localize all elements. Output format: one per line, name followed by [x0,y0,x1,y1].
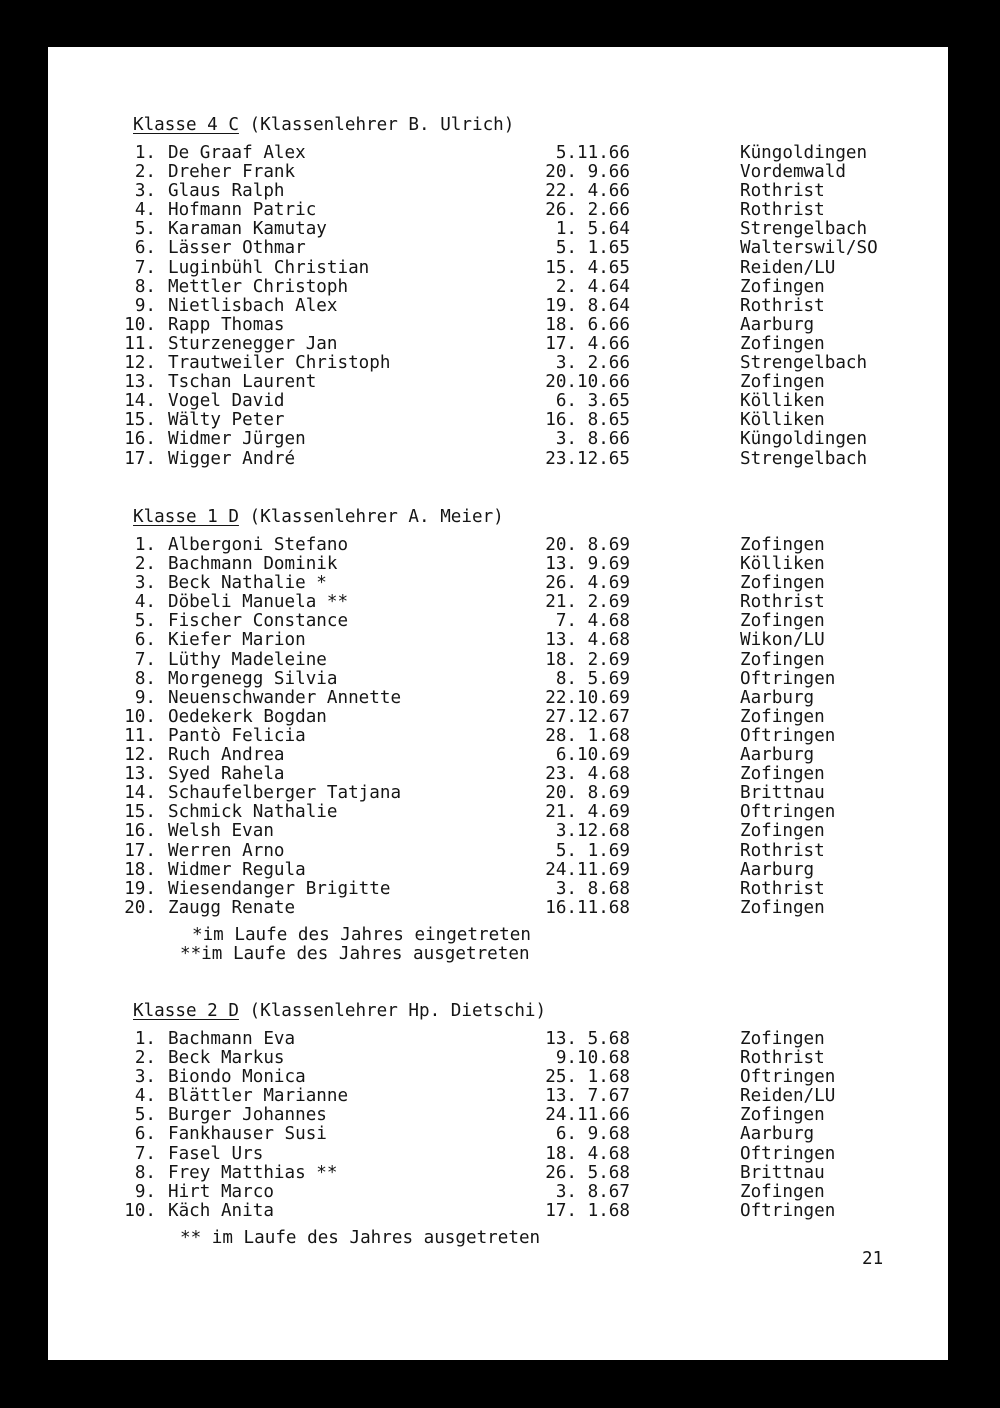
student-residence: Oftringen [740,668,836,689]
class-heading [133,115,514,135]
student-residence: Aarburg [740,859,815,880]
student-number: 9. [134,295,156,316]
student-birthdate: 3. 8.68 [555,878,630,899]
student-residence: Zofingen [740,611,825,632]
student-name: Oedekerk Bogdan [168,706,327,727]
student-number: 20. [124,897,156,918]
student-number: 13. [124,372,156,393]
student-name: Vogel David [168,391,285,412]
student-number: 4. [134,592,156,613]
student-name: Döbeli Manuela ** [168,592,349,613]
student-number: 7. [134,257,156,278]
student-number: 8. [134,276,156,297]
student-residence: Zofingen [740,535,825,555]
student-birthdate: 3. 8.66 [555,429,630,450]
student-birthdate: 8. 5.69 [555,668,630,689]
student-residence: Zofingen [740,764,825,785]
student-name: Blättler Marianne [168,1086,349,1107]
student-row [48,842,948,861]
footnote-left: ** im Laufe des Jahres ausgetreten [180,1228,541,1248]
student-birthdate: 20.10.66 [545,372,630,393]
student-residence: Oftringen [740,1067,836,1088]
student-number: 4. [134,1086,156,1107]
student-name: Hofmann Patric [168,200,317,221]
student-birthdate: 20. 8.69 [545,783,630,804]
student-name: Schmick Nathalie [168,802,338,823]
student-residence: Aarburg [740,314,815,335]
student-birthdate: 13. 4.68 [545,630,630,651]
class-label: Klasse 4 C [133,115,239,135]
student-residence: Zofingen [740,706,825,727]
student-row [48,1183,948,1202]
student-row [48,1030,948,1049]
student-number: 6. [134,1124,156,1145]
student-residence: Strengelbach [740,448,868,469]
student-birthdate: 3. 8.67 [555,1181,630,1202]
student-name: Beck Markus [168,1048,285,1069]
student-birthdate: 26. 5.68 [545,1162,630,1183]
student-residence: Reiden/LU [740,257,836,278]
student-residence: Wikon/LU [740,630,825,651]
student-name: Werren Arno [168,840,285,861]
student-number: 11. [124,725,156,746]
student-name: Wälty Peter [168,410,285,431]
student-residence: Aarburg [740,1124,815,1145]
student-name: Bachmann Eva [168,1029,296,1049]
student-name: Ruch Andrea [168,745,285,766]
student-row [48,1145,948,1164]
student-residence: Brittnau [740,1162,825,1183]
student-list [48,144,948,469]
student-number: 18. [124,859,156,880]
student-birthdate: 13. 5.68 [545,1029,630,1049]
student-residence: Rothrist [740,295,825,316]
student-number: 6. [134,238,156,259]
student-birthdate: 19. 8.64 [545,295,630,316]
student-birthdate: 22.10.69 [545,687,630,708]
student-birthdate: 26. 2.66 [545,200,630,221]
student-residence: Kölliken [740,410,825,431]
student-row [48,144,948,163]
student-number: 2. [134,554,156,575]
student-birthdate: 15. 4.65 [545,257,630,278]
student-birthdate: 13. 7.67 [545,1086,630,1107]
student-residence: Kölliken [740,554,825,575]
student-row [48,1068,948,1087]
class-teacher: (Klassenlehrer B. Ulrich) [249,115,515,135]
student-residence: Brittnau [740,783,825,804]
student-number: 10. [124,314,156,335]
student-name: Dreher Frank [168,162,296,183]
student-residence: Rothrist [740,878,825,899]
class-teacher: (Klassenlehrer Hp. Dietschi) [249,1001,547,1021]
class-label: Klasse 2 D [133,1001,239,1021]
student-birthdate: 9.10.68 [555,1048,630,1069]
student-residence: Oftringen [740,1200,836,1221]
student-residence: Zofingen [740,1029,825,1049]
student-name: Tschan Laurent [168,372,317,393]
student-number: 11. [124,333,156,354]
student-row [48,822,948,841]
student-birthdate: 20. 9.66 [545,162,630,183]
student-name: Burger Johannes [168,1105,327,1126]
student-birthdate: 5. 1.65 [555,238,630,259]
student-number: 3. [134,181,156,202]
student-residence: Küngoldingen [740,429,868,450]
student-number: 1. [134,1029,156,1049]
student-number: 5. [134,219,156,240]
student-birthdate: 5.11.66 [555,143,630,163]
student-number: 17. [124,448,156,469]
student-row [48,651,948,670]
student-birthdate: 28. 1.68 [545,725,630,746]
student-row [48,220,948,239]
student-name: Fankhauser Susi [168,1124,327,1145]
student-birthdate: 21. 4.69 [545,802,630,823]
student-name: Pantò Felicia [168,725,306,746]
student-birthdate: 2. 4.64 [555,276,630,297]
student-name: Hirt Marco [168,1181,274,1202]
student-row [48,430,948,449]
student-residence: Aarburg [740,745,815,766]
student-name: Albergoni Stefano [168,535,349,555]
student-number: 3. [134,1067,156,1088]
student-residence: Küngoldingen [740,143,868,163]
student-birthdate: 18. 4.68 [545,1143,630,1164]
student-row [48,689,948,708]
student-list [48,1030,948,1221]
student-row [48,163,948,182]
student-row [48,803,948,822]
student-birthdate: 17. 4.66 [545,333,630,354]
student-birthdate: 16. 8.65 [545,410,630,431]
student-residence: Oftringen [740,802,836,823]
student-row [48,861,948,880]
student-birthdate: 18. 2.69 [545,649,630,670]
student-row [48,746,948,765]
student-birthdate: 22. 4.66 [545,181,630,202]
student-row [48,411,948,430]
student-row [48,765,948,784]
student-name: Widmer Jürgen [168,429,306,450]
student-residence: Oftringen [740,725,836,746]
student-row [48,555,948,574]
student-name: Wiesendanger Brigitte [168,878,391,899]
class-heading [133,1001,546,1021]
student-birthdate: 6. 3.65 [555,391,630,412]
student-birthdate: 13. 9.69 [545,554,630,575]
student-row [48,1049,948,1068]
student-row [48,182,948,201]
student-name: Mettler Christoph [168,276,349,297]
student-name: Sturzenegger Jan [168,333,338,354]
student-name: Zaugg Renate [168,897,296,918]
student-name: Beck Nathalie * [168,573,327,594]
student-residence: Zofingen [740,649,825,670]
student-row [48,1087,948,1106]
student-number: 8. [134,1162,156,1183]
student-row [48,201,948,220]
student-row [48,727,948,746]
student-number: 14. [124,783,156,804]
class-teacher: (Klassenlehrer A. Meier) [249,507,504,527]
student-residence: Rothrist [740,592,825,613]
student-birthdate: 7. 4.68 [555,611,630,632]
student-number: 5. [134,611,156,632]
student-number: 16. [124,821,156,842]
student-residence: Rothrist [740,181,825,202]
student-residence: Kölliken [740,391,825,412]
student-name: Karaman Kamutay [168,219,327,240]
student-birthdate: 23. 4.68 [545,764,630,785]
student-number: 17. [124,840,156,861]
student-residence: Zofingen [740,1105,825,1126]
student-residence: Strengelbach [740,219,868,240]
student-number: 15. [124,410,156,431]
student-row [48,593,948,612]
student-name: Bachmann Dominik [168,554,338,575]
student-list [48,536,948,918]
student-number: 3. [134,573,156,594]
student-name: Widmer Regula [168,859,306,880]
student-birthdate: 23.12.65 [545,448,630,469]
student-number: 16. [124,429,156,450]
student-name: Neuenschwander Annette [168,687,402,708]
student-row [48,708,948,727]
student-row [48,373,948,392]
student-name: De Graaf Alex [168,143,306,163]
student-row [48,1164,948,1183]
student-birthdate: 18. 6.66 [545,314,630,335]
student-residence: Zofingen [740,821,825,842]
student-number: 12. [124,353,156,374]
student-residence: Zofingen [740,573,825,594]
student-residence: Zofingen [740,333,825,354]
student-row [48,259,948,278]
student-name: Welsh Evan [168,821,274,842]
student-number: 12. [124,745,156,766]
student-number: 4. [134,200,156,221]
student-row [48,239,948,258]
student-residence: Zofingen [740,276,825,297]
student-residence: Oftringen [740,1143,836,1164]
student-number: 19. [124,878,156,899]
student-residence: Walterswil/SO [740,238,878,259]
student-row [48,392,948,411]
student-residence: Rothrist [740,200,825,221]
student-birthdate: 20. 8.69 [545,535,630,555]
footnote-left: **im Laufe des Jahres ausgetreten [180,944,530,964]
student-row [48,536,948,555]
student-residence: Rothrist [740,840,825,861]
student-number: 6. [134,630,156,651]
class-heading [133,507,504,527]
student-name: Luginbühl Christian [168,257,370,278]
student-name: Fasel Urs [168,1143,264,1164]
student-birthdate: 6. 9.68 [555,1124,630,1145]
student-birthdate: 21. 2.69 [545,592,630,613]
student-name: Syed Rahela [168,764,285,785]
student-name: Morgenegg Silvia [168,668,338,689]
student-row [48,354,948,373]
student-row [48,631,948,650]
student-name: Glaus Ralph [168,181,285,202]
student-birthdate: 17. 1.68 [545,1200,630,1221]
student-birthdate: 25. 1.68 [545,1067,630,1088]
document-page [48,47,948,1360]
student-residence: Zofingen [740,1181,825,1202]
student-row [48,574,948,593]
student-row [48,1106,948,1125]
page-number: 21 [862,1249,884,1269]
student-birthdate: 26. 4.69 [545,573,630,594]
student-row [48,1125,948,1144]
student-name: Frey Matthias ** [168,1162,338,1183]
student-name: Schaufelberger Tatjana [168,783,402,804]
student-birthdate: 24.11.69 [545,859,630,880]
student-birthdate: 5. 1.69 [555,840,630,861]
student-birthdate: 16.11.68 [545,897,630,918]
student-residence: Aarburg [740,687,815,708]
student-number: 1. [134,535,156,555]
student-number: 2. [134,1048,156,1069]
student-row [48,899,948,918]
student-residence: Zofingen [740,897,825,918]
student-birthdate: 1. 5.64 [555,219,630,240]
student-row [48,316,948,335]
student-residence: Rothrist [740,1048,825,1069]
footnote-joined: *im Laufe des Jahres eingetreten [192,925,531,945]
student-number: 10. [124,1200,156,1221]
student-row [48,450,948,469]
student-birthdate: 3.12.68 [555,821,630,842]
student-name: Lässer Othmar [168,238,306,259]
student-name: Rapp Thomas [168,314,285,335]
student-residence: Strengelbach [740,353,868,374]
student-number: 15. [124,802,156,823]
student-residence: Reiden/LU [740,1086,836,1107]
student-number: 10. [124,706,156,727]
student-number: 2. [134,162,156,183]
student-name: Käch Anita [168,1200,274,1221]
student-name: Nietlisbach Alex [168,295,338,316]
student-row [48,297,948,316]
student-birthdate: 3. 2.66 [555,353,630,374]
student-birthdate: 24.11.66 [545,1105,630,1126]
student-name: Kiefer Marion [168,630,306,651]
student-row [48,1202,948,1221]
class-label: Klasse 1 D [133,507,239,527]
student-name: Wigger André [168,448,296,469]
student-number: 8. [134,668,156,689]
student-number: 1. [134,143,156,163]
student-row [48,670,948,689]
student-name: Lüthy Madeleine [168,649,327,670]
student-row [48,612,948,631]
student-number: 7. [134,649,156,670]
student-birthdate: 6.10.69 [555,745,630,766]
student-residence: Vordemwald [740,162,846,183]
student-name: Trautweiler Christoph [168,353,391,374]
student-name: Biondo Monica [168,1067,306,1088]
student-residence: Zofingen [740,372,825,393]
student-row [48,335,948,354]
student-birthdate: 27.12.67 [545,706,630,727]
student-number: 9. [134,1181,156,1202]
student-row [48,784,948,803]
student-number: 14. [124,391,156,412]
student-number: 7. [134,1143,156,1164]
student-row [48,880,948,899]
student-number: 9. [134,687,156,708]
student-name: Fischer Constance [168,611,349,632]
student-number: 13. [124,764,156,785]
student-number: 5. [134,1105,156,1126]
student-row [48,278,948,297]
